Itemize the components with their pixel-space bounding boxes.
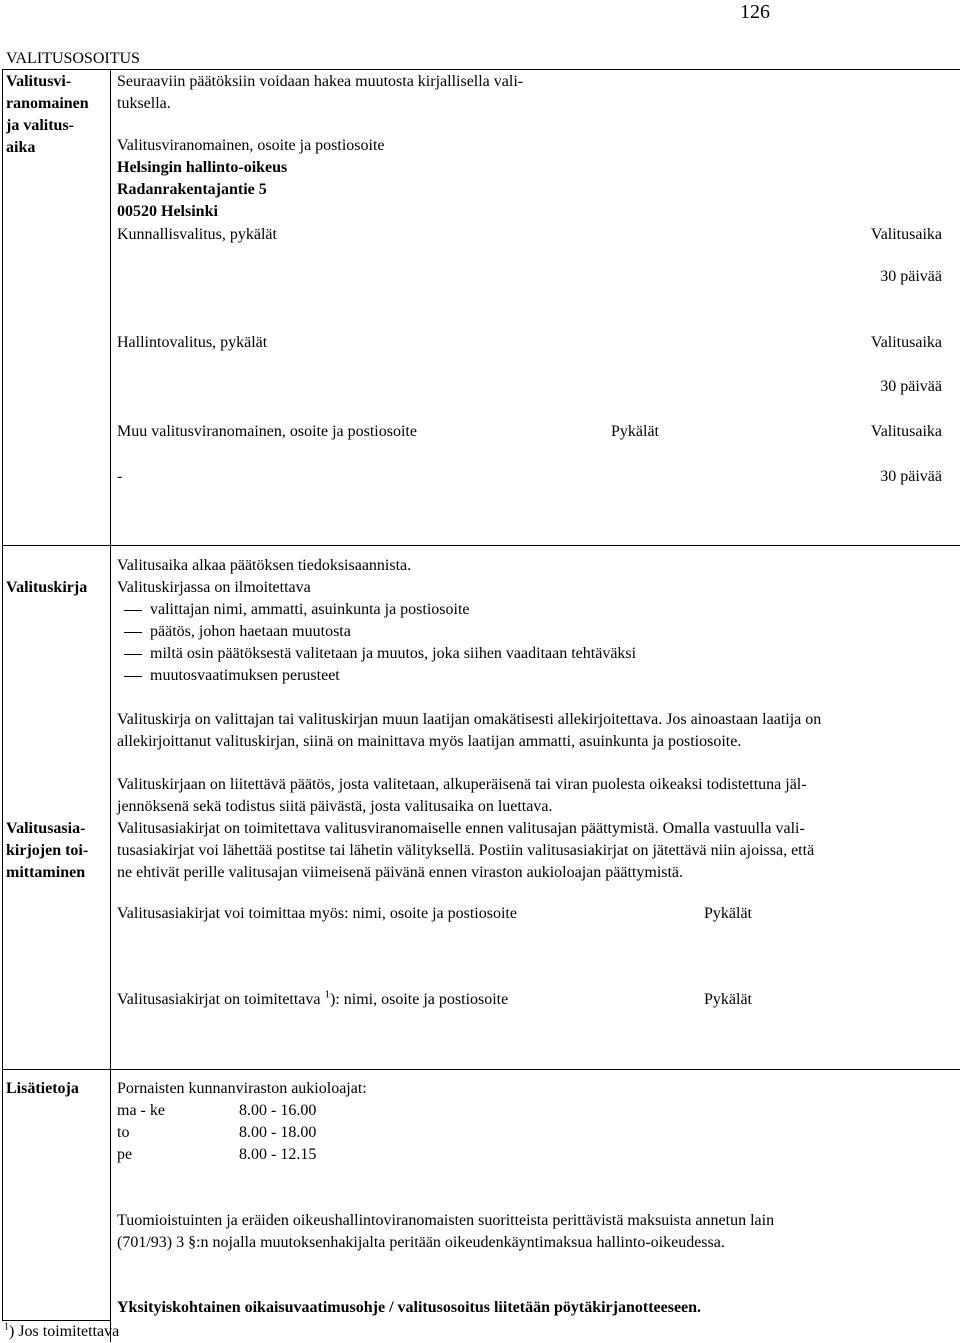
municipal-appeal-label: Kunnallisvalitus, pykälät xyxy=(117,226,277,243)
page-number: 126 xyxy=(740,1,770,23)
appeal-letter-label: Valituskirja xyxy=(6,579,88,596)
appeal-authority-label: Valitusvi- ranomainen ja valitus- aika xyxy=(6,73,89,156)
signature-paragraph: Valituskirja on valittajan tai valituskirjan muun laatijan omakätisesti allekirjoitettava. Jos ainoastaan laatija on allekirjoittanut valituskirjan, siinä on mainittava myös laatijan ammatti, asuinkunta ja postiosoite. xyxy=(117,711,822,750)
list-item: miltä osin päätöksestä valitetaan ja muutos, joka siihen vaaditaan tehtäväksi xyxy=(124,643,636,665)
period-label: Valitusaika xyxy=(870,423,942,440)
appeal-intro: Seuraaviin päätöksiin voidaan hakea muutosta kirjallisella vali- tuksella. xyxy=(117,73,524,112)
period-label: Valitusaika xyxy=(870,226,942,243)
delivery-paragraph: Valitusasiakirjat on toimitettava valitusviranomaiselle ennen valitusajan päättymistä. Omalla vastuulla vali- tusasiakirjat voi lähettää postitse tai lähetin välityksellä. Postiin valitusasiakirjat on jätettävä niin ajoissa, että ne ehtivät perille valitusajan viimeisenä päivänä ennen viraston aukioloajan päättymistä. xyxy=(117,820,815,881)
footer-note: Yksityiskohtainen oikaisuvaatimusohje / valitusosoitus liitetään pöytäkirjanotteeseen. xyxy=(117,1299,702,1316)
opening-hours-title: Pornaisten kunnanviraston aukioloajat: xyxy=(117,1080,367,1097)
period-label: Valitusaika xyxy=(870,334,942,351)
section-sign-icon: § xyxy=(188,1234,197,1251)
document-title: VALITUSOSOITUS xyxy=(6,50,140,67)
authority-header: Valitusviranomainen, osoite ja postiosoite xyxy=(117,137,385,154)
list-item: muutosvaatimuksen perusteet xyxy=(124,665,340,687)
sections-label: Pykälät xyxy=(704,905,752,922)
other-authority-label: Muu valitusviranomainen, osoite ja postiosoite xyxy=(117,423,417,440)
administrative-appeal-label: Hallintovalitus, pykälät xyxy=(117,334,268,351)
appeal-letter-intro: Valituskirjassa on ilmoitettava xyxy=(117,579,311,596)
hours-row-time: 8.00 - 16.00 xyxy=(239,1102,317,1119)
hours-row-day: to xyxy=(117,1124,130,1141)
must-deliver-label: Valitusasiakirjat on toimitettava $^1$): nimi, osoite ja postiosoite xyxy=(117,988,509,1008)
attachment-paragraph: Valituskirjaan on liitettävä päätös, josta valitetaan, alkuperäisenä tai viran puolesta oikeaksi todistettuna jäl- jennöksenä sekä todistus siitä päivästä, josta valitusaika on luettava. xyxy=(117,776,807,815)
hours-row-time: 8.00 - 12.15 xyxy=(239,1146,317,1163)
hours-row-time: 8.00 - 18.00 xyxy=(239,1124,317,1141)
sections-label: Pykälät xyxy=(704,991,752,1008)
hours-row-day: ma - ke xyxy=(117,1102,165,1119)
period-start-note: Valitusaika alkaa päätöksen tiedoksisaannista. xyxy=(117,557,412,574)
also-deliver-label: Valitusasiakirjat voi toimittaa myös: nimi, osoite ja postiosoite xyxy=(117,905,517,922)
period-value: 30 päivää xyxy=(880,378,942,395)
more-info-label: Lisätietoja xyxy=(6,1080,79,1097)
other-authority-value: - xyxy=(117,468,123,485)
list-item: valittajan nimi, ammatti, asuinkunta ja postiosoite xyxy=(124,599,470,621)
footnote: $^1$) Jos toimitettava xyxy=(4,1321,120,1340)
period-value: 30 päivää xyxy=(880,468,942,485)
fee-paragraph: Tuomioistuinten ja eräiden oikeushallintoviranomaisten suoritteista perittävistä maksuista annetun lain (701/93) 3 §:n nojalla muutoksenhakijalta peritään oikeudenkäyntimaksua hallinto-oikeudessa. xyxy=(117,1212,775,1251)
delivery-label: Valitusasia- kirjojen toi- mittaminen xyxy=(6,820,89,881)
authority-address: Helsingin hallinto-oikeus Radanrakentajantie 5 00520 Helsinki xyxy=(117,159,288,220)
list-item: päätös, johon haetaan muutosta xyxy=(124,621,351,643)
sections-label: Pykälät xyxy=(611,423,659,440)
period-value: 30 päivää xyxy=(880,268,942,285)
hours-row-day: pe xyxy=(117,1146,133,1163)
